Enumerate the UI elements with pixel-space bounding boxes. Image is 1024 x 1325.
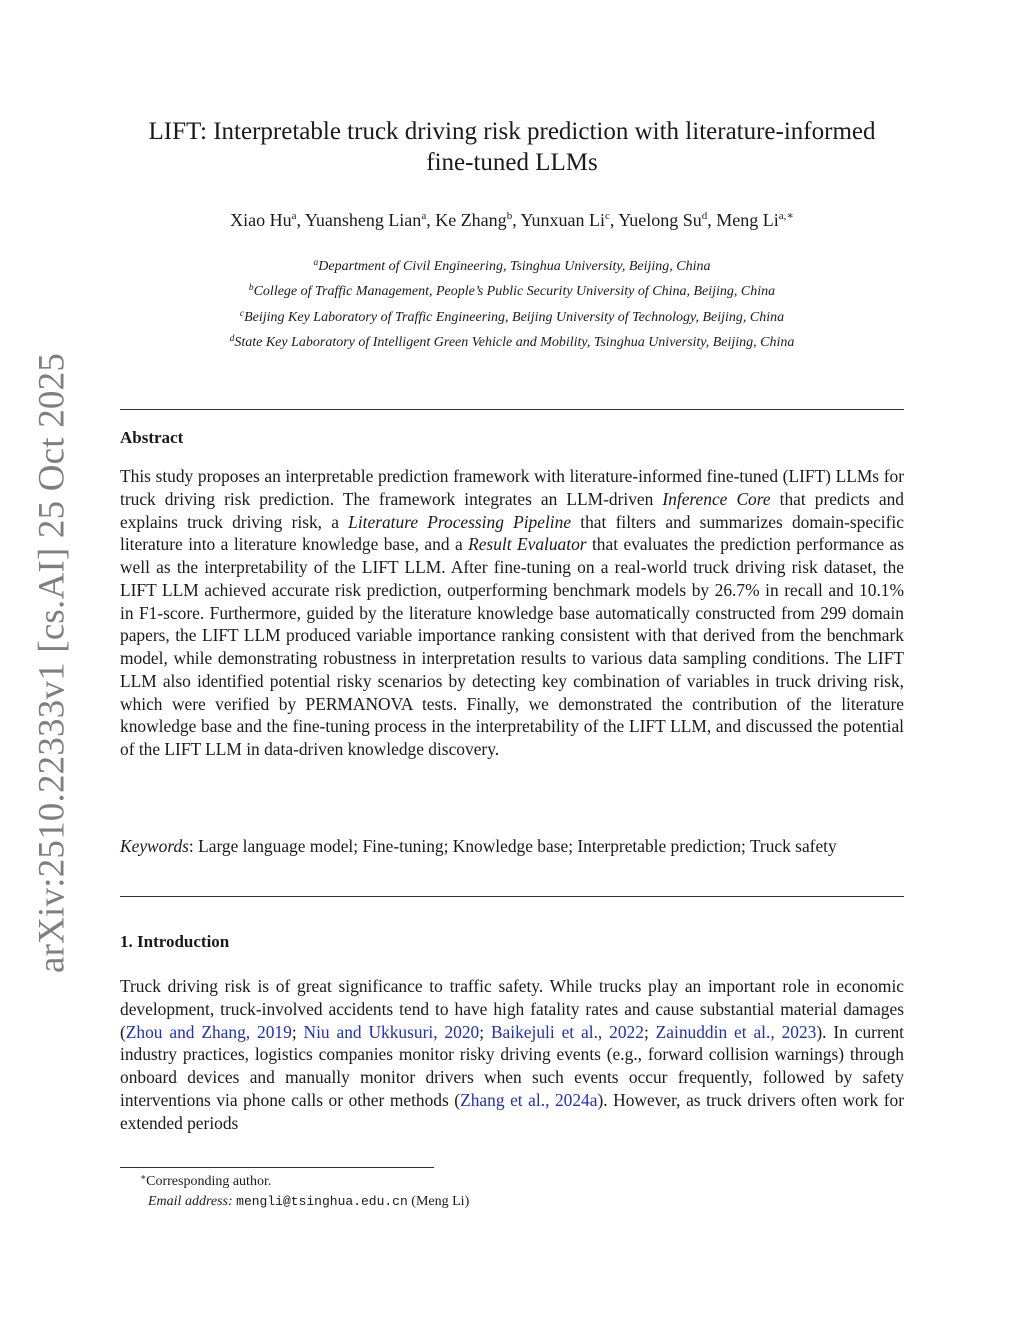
author: Yuelong Su$^d$, [618,210,717,230]
author-list [120,208,904,232]
affiliation-list [120,254,904,355]
affiliation: $^a$Department of Civil Engineering, Tsinghua University, Beijing, China [313,258,711,274]
abstract-bottom-rule [120,896,904,897]
author: Yunxuan Li$^c$, [520,210,619,230]
citation-link[interactable]: Zhou and Zhang, 2019 [125,1021,292,1042]
author: Ke Zhang$^b$, [435,210,521,230]
affiliation: $^d$State Key Laboratory of Intelligent Green Vehicle and Mobility, Tsinghua University, Beijing, China [229,333,795,350]
footnotes [120,1172,904,1212]
author: Meng $Li^{a,∗}$ [716,210,794,230]
keywords: Keywords: Large language model; Fine-tuning; Knowledge base; Interpretable prediction; Truck safety [120,836,837,856]
citation-link[interactable]: Zhang et al., 2024a [460,1089,598,1110]
footnote-email: Email address: mengli@tsinghua.edu.cn (Meng Li) [148,1194,470,1209]
abstract-body: This study proposes an interpretable prediction framework with literature-informed fine-tuned (LIFT) LLMs for truck driving risk prediction. The framework integrates an LLM-driven Inference Core that predicts and explains truck driving risk, a Literature Processing Pipeline that filters and summarizes domain-specific literature into a literature knowledge base, and a Result Evaluator that evaluates the prediction performance as well as the interpretability of the LIFT LLM. After fine-tuning on a real-world truck driving risk dataset, the LIFT LLM achieved accurate risk prediction, outperforming benchmark models by 26.7% in recall and 10.1% in F1-score. Furthermore, guided by the literature knowledge base automatically constructed from 299 domain papers, the LIFT LLM produced variable importance ranking consistent with that derived from the benchmark model, while demonstrating robustness in interpretation results to various data sampling conditions. The LIFT LLM also identified potential risky scenarios by detecting key combination of variables in truck driving risk, which were verified by PERMANOVA tests. Finally, we demonstrated the contribution of the literature knowledge base and the fine-tuning process in the interpretability of the LIFT LLM, and discussed the potential of the LIFT LLM in data-driven knowledge discovery. [120,466,904,759]
citation-link[interactable]: Zainuddin et al., 2023 [655,1021,817,1042]
author: Xiao Hu$^a$, [230,210,305,230]
affiliation: $^c$Beijing Key Laboratory of Traffic Engineering, Beijing University of Technology, Beijing, China [239,308,785,325]
email-link[interactable]: mengli@tsinghua.edu.cn [236,1194,408,1209]
footnote-corresponding: ∗Corresponding author. [140,1172,272,1189]
introduction-paragraph: Truck driving risk is of great significance to traffic safety. While trucks play an important role in economic development, truck-involved accidents tend to have high fatality rates and cause substantial material damages (Zhou and Zhang, 2019; Niu and Ukkusuri, 2020; Baikejuli et al., 2022; Zainuddin et al., 2023). In current industry practices, logistics companies monitor risky driving events (e.g., forward collision warnings) through onboard devices and manually monitor drivers when such events occur frequently, followed by safety interventions via phone calls or other methods (Zhang et al., 2024a). However, as truck drivers often work for extended periods [120,976,904,1133]
affiliation: $^b$College of Traffic Management, People’s Public Security University of China, Beijing, China [248,283,776,300]
section-heading-introduction: 1. Introduction [120,932,230,951]
abstract-heading: Abstract [120,428,184,447]
citation-link[interactable]: Niu and Ukkusuri, 2020 [303,1021,480,1042]
author: Yuansheng Lian$^a$, [304,210,436,230]
title-line-2: fine-tuned LLMs [426,149,598,176]
footnote-rule [120,1167,434,1168]
citation-link[interactable]: Baikejuli et al., 2022 [490,1021,644,1042]
title-line-1: LIFT: Interpretable truck driving risk prediction with literature-informed [148,118,876,145]
paper-title [120,116,904,178]
arxiv-identifier-stamp: arXiv:2510.22333v1 [cs.AI] 25 Oct 2025 [31,352,73,974]
abstract-top-rule [120,409,904,410]
